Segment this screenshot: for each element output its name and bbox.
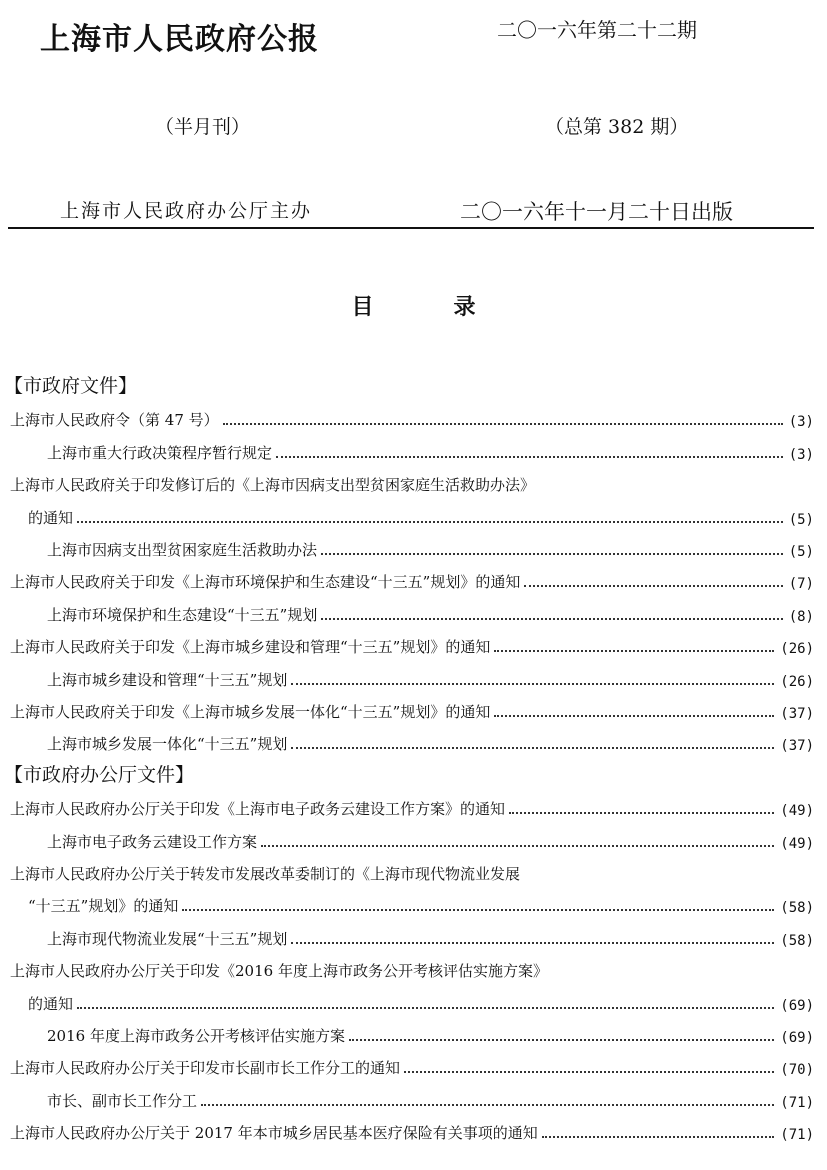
publish-date: 二〇一六年十一月二十日出版 — [460, 200, 733, 224]
toc-entry-title: “十三五”规划》的通知 — [28, 897, 179, 916]
toc-entry[interactable] — [0, 502, 814, 528]
issue-number: 二〇一六年第二十二期 — [497, 18, 697, 42]
toc-section-heading — [0, 761, 814, 787]
toc-entry[interactable] — [0, 469, 814, 495]
toc-entry-page: (71) — [780, 1094, 814, 1111]
toc-entry-page: (49) — [780, 803, 814, 820]
dot-leader — [182, 909, 774, 911]
dot-leader — [509, 812, 774, 814]
dot-leader — [542, 1136, 775, 1138]
dot-leader — [201, 1104, 774, 1106]
toc-entry[interactable] — [0, 1020, 814, 1046]
toc-entry-page: (7) — [788, 576, 814, 593]
toc-entry-page: (3) — [788, 446, 814, 463]
toc-section-heading — [0, 372, 814, 398]
toc-entry-title: 【市政府文件】 — [4, 375, 138, 397]
toc-entry-page: (58) — [780, 900, 814, 917]
dot-leader — [291, 683, 774, 685]
dot-leader — [494, 650, 774, 652]
toc-entry-title: 上海市因病支出型贫困家庭生活救助办法 — [47, 541, 318, 559]
toc-entry-title: 上海市人民政府办公厅关于转发市发展改革委制订的《上海市现代物流业发展 — [10, 865, 521, 883]
toc-entry-title: 上海市人民政府关于印发《上海市环境保护和生态建设“十三五”规划》的通知 — [10, 573, 521, 592]
bulletin-title: 上海市人民政府公报 — [40, 22, 319, 57]
toc-entry-page: (70) — [780, 1062, 814, 1079]
dot-leader — [524, 585, 782, 587]
toc-entry-title: 上海市重大行政决策程序暂行规定 — [47, 443, 273, 462]
toc-entry-title: 的通知 — [28, 994, 74, 1013]
toc-entry-title: 上海市人民政府办公厅关于印发《上海市电子政务云建设工作方案》的通知 — [10, 800, 506, 819]
toc-entry-title: 上海市人民政府关于印发《上海市城乡建设和管理“十三五”规划》的通知 — [10, 638, 491, 657]
toc-entry-title: 上海市人民政府办公厅关于 2017 年本市城乡居民基本医疗保险有关事项的通知 — [10, 1124, 538, 1143]
toc-entry-title: 市长、副市长工作分工 — [47, 1091, 198, 1110]
dot-leader — [291, 942, 774, 944]
header-divider — [8, 227, 814, 229]
toc-entry[interactable] — [0, 631, 814, 657]
sponsor: 上海市人民政府办公厅主办 — [60, 200, 313, 222]
toc-entry-page: (8) — [788, 608, 814, 625]
dot-leader — [223, 423, 783, 425]
toc-entry-page: (26) — [780, 673, 814, 690]
toc-entry[interactable] — [0, 728, 814, 754]
toc-entry[interactable] — [0, 858, 814, 884]
toc-entry[interactable] — [0, 566, 814, 592]
toc-entry[interactable] — [0, 1117, 814, 1143]
toc-entry[interactable] — [0, 826, 814, 852]
dot-leader — [77, 1007, 774, 1009]
toc-entry[interactable] — [0, 793, 814, 819]
toc-entry[interactable] — [0, 696, 814, 722]
toc-entry[interactable] — [0, 955, 814, 981]
dot-leader — [261, 845, 774, 847]
toc-entry-title: 上海市环境保护和生态建设“十三五”规划 — [47, 605, 318, 624]
toc-entry-page: (71) — [780, 1127, 814, 1144]
dot-leader — [291, 747, 774, 749]
toc-entry-page: (5) — [788, 511, 814, 528]
toc-heading-char: 录 — [453, 294, 476, 320]
toc-entry[interactable] — [0, 923, 814, 949]
toc-entry[interactable] — [0, 404, 814, 430]
toc-entry[interactable] — [0, 988, 814, 1014]
toc-entry-page: (69) — [780, 1030, 814, 1046]
publication-frequency: （半月刊） — [155, 116, 251, 138]
toc-entry-page: (58) — [780, 932, 814, 949]
toc-heading-char: 目 — [351, 294, 374, 320]
toc-entry-title: 上海市现代物流业发展“十三五”规划 — [47, 929, 288, 948]
dot-leader — [276, 456, 783, 458]
toc-entry-page: (3) — [788, 414, 814, 431]
dot-leader — [349, 1039, 774, 1041]
toc-entry-page: (37) — [780, 738, 814, 755]
toc-entry-title: 上海市电子政务云建设工作方案 — [47, 832, 258, 851]
toc-entry-page: (37) — [780, 706, 814, 722]
dot-leader — [77, 521, 783, 523]
toc-entry[interactable] — [0, 534, 814, 560]
toc-entry-title: 【市政府办公厅文件】 — [4, 763, 195, 786]
toc-heading — [0, 290, 827, 321]
toc-entry-title: 上海市城乡发展一体化“十三五”规划 — [47, 735, 288, 754]
dot-leader — [321, 618, 782, 620]
toc-entry-page: (49) — [780, 835, 814, 852]
total-issue-number: （总第 382 期） — [545, 116, 689, 138]
toc-entry[interactable] — [0, 437, 814, 463]
toc-entry-page: (26) — [780, 641, 814, 658]
toc-entry-title: 2016 年度上海市政务公开考核评估实施方案 — [47, 1027, 345, 1045]
toc-entry-title: 上海市人民政府关于印发修订后的《上海市因病支出型贫困家庭生活救助办法》 — [10, 476, 536, 495]
toc-entry[interactable] — [0, 1085, 814, 1111]
toc-entry-page: (5) — [788, 544, 814, 560]
toc-entry-title: 上海市人民政府关于印发《上海市城乡发展一体化“十三五”规划》的通知 — [10, 703, 491, 721]
toc-entry-title: 上海市人民政府办公厅关于印发《2016 年度上海市政务公开考核评估实施方案》 — [10, 962, 548, 981]
toc-entry[interactable] — [0, 664, 814, 690]
toc-entry[interactable] — [0, 890, 814, 916]
dot-leader — [321, 553, 783, 555]
dot-leader — [404, 1071, 774, 1073]
toc-entry-title: 上海市人民政府办公厅关于印发市长副市长工作分工的通知 — [10, 1059, 401, 1078]
toc-entry-title: 上海市人民政府令（第 47 号） — [10, 411, 219, 430]
toc-entry-page: (69) — [780, 997, 814, 1014]
toc-entry-title: 上海市城乡建设和管理“十三五”规划 — [47, 670, 288, 689]
dot-leader — [494, 715, 774, 717]
toc-entry[interactable] — [0, 1052, 814, 1078]
toc-entry-title: 的通知 — [28, 508, 74, 527]
toc-entry[interactable] — [0, 599, 814, 625]
